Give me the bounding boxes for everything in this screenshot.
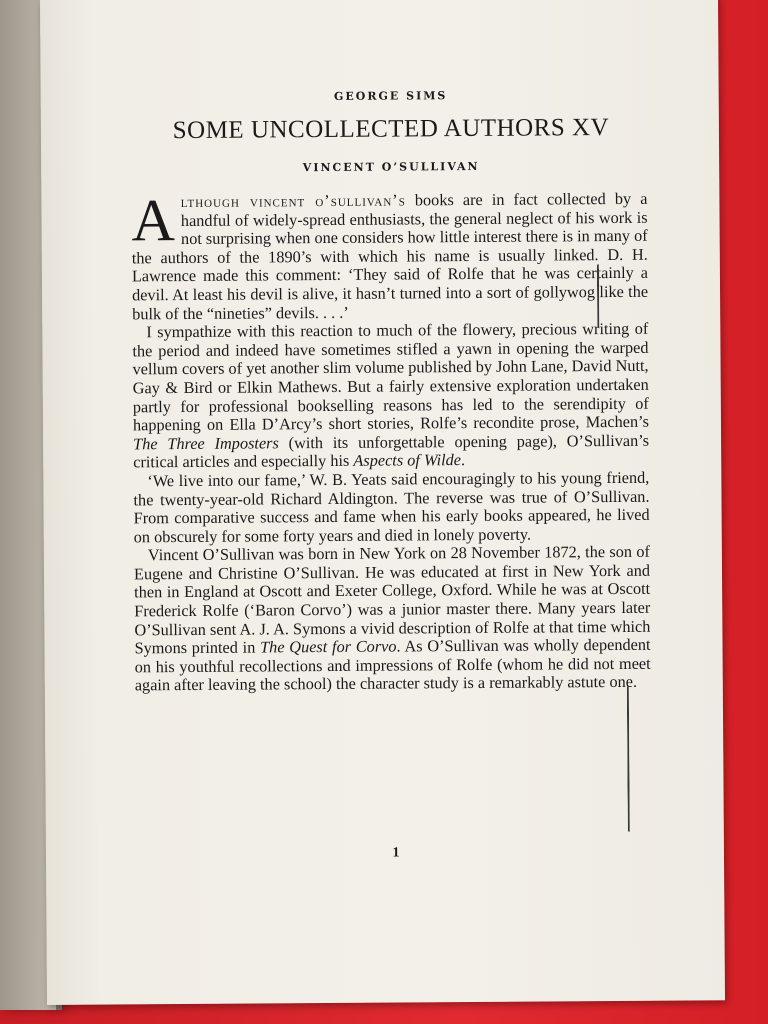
paragraph-1	[131, 187, 649, 324]
paragraph-4	[134, 543, 651, 695]
pencil-margin-mark-bottom	[627, 686, 633, 832]
paragraph-2-text-b: (with its unforgettable opening page), O’Sullivan’s critical articles and especially his	[133, 430, 650, 472]
paragraph-2	[132, 320, 649, 472]
article-body	[131, 187, 651, 696]
paragraph-2-text-c: .	[460, 450, 466, 470]
paragraph-4-text-b: . As O’Sullivan was wholly dependent on his youthful recollections and impressions of Rolfe (whom he did not meet again after leaving the school) the character study is a remarkably astute one.	[134, 635, 651, 695]
book-title-aspects-of-wilde: Aspects of Wilde	[353, 450, 462, 471]
paragraph-2-text-a: I sympathize with this reaction to much of the flowery, precious writing of the period and indeed have sometimes stifled a yawn in opening the warped vellum covers of yet another slim volume published by John Lane, David Nutt, Gay & Bird or Elkin Mathews. But a fairly extensive exploration undertaken partly for professional bookselling reasons has led to the serendipity of happening on Ella D’Arcy’s short stories, Rolfe’s recondite prose, Machen’s	[132, 318, 650, 435]
paragraph-3: ‘We live into our fame,’ W. B. Yeats said encouragingly to his young friend, the twenty-year-old Richard Aldington. The reverse was true of O’Sullivan. From comparative success and fame when his early books appeared, he lived on obscurely for some forty years and died in lonely poverty.	[133, 467, 650, 547]
page-number: 1	[392, 845, 400, 861]
book-title-quest-for-corvo: The Quest for Corvo	[260, 636, 397, 657]
book-title-three-imposters: The Three Imposters	[133, 433, 279, 454]
article-subtitle: VINCENT O’SULLIVAN	[302, 159, 480, 175]
pencil-margin-mark-top	[597, 264, 602, 328]
paragraph-4-text-a: Vincent O’Sullivan was born in New York on 28 November 1872, the son of Eugene and Christine O’Sullivan. He was educated at first in New York and then in England at Oscott and Exeter College, Oxford. While he was at Oscott Frederick Rolfe (‘Baron Corvo’) was a junior master there. Many years later O’Sullivan sent A. J. A. Symons a vivid description of Rolfe at that time which Symons printed in	[133, 542, 651, 658]
booklet-page	[40, 0, 725, 1005]
author-heading: GEORGE SIMS	[333, 89, 448, 103]
opening-smallcaps: lthough vincent o’sullivan’s	[180, 190, 406, 212]
article-title: SOME UNCOLLECTED AUTHORS XV	[172, 114, 610, 145]
drop-cap: A	[131, 187, 176, 254]
paragraph-1-text: books are in fact collected by a handful of widely-spread enthusiasts, the general neglect of his work is not surprising when one considers how little interest there is in many of the authors of the 1890’s with which his name is usually linked. D. H. Lawrence made this comment: ‘They said of Rolfe that he was certainly a devil. At least his devil is alive, it hasn’t turned into a sort of gollywog like the bulk of the “nineties” devils. . . .’	[131, 188, 649, 323]
